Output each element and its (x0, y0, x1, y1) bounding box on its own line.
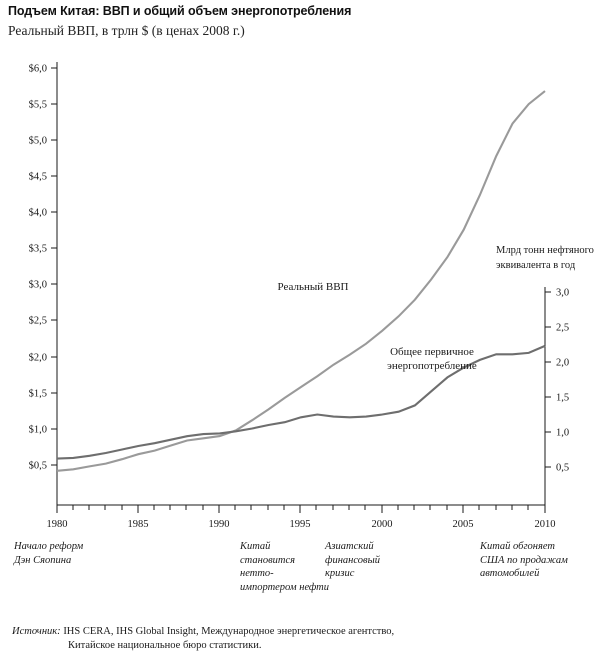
y-tick-left: $1,5 (28, 388, 47, 400)
source-line2: Китайское национальное бюро статистики. (68, 640, 262, 651)
source-note (12, 625, 572, 653)
y-tick-left: $0,5 (28, 460, 47, 472)
x-tick: 2010 (534, 519, 556, 530)
y-tick-left: $5,0 (28, 135, 47, 147)
x-tick: 1985 (127, 519, 149, 530)
series-label-energy-line2: энергопотребление (387, 360, 477, 372)
y-tick-right: 0,5 (556, 462, 570, 474)
y-tick-left: $6,0 (28, 63, 47, 75)
annotation-car-sales (480, 540, 568, 581)
series-label-energy-line1: Общее первичное (390, 346, 474, 358)
source-line1: IHS CERA, IHS Global Insight, Международное энергетическое агентство, (60, 626, 395, 637)
annotation-line: США по продажам (480, 554, 568, 566)
series-label-gdp: Реальный ВВП (277, 281, 349, 293)
y-axis-left-ticks (29, 64, 57, 472)
y-tick-left: $2,0 (28, 352, 47, 364)
page-title: Подъем Китая: ВВП и общий объем энергопотребления (8, 4, 352, 18)
x-tick: 1990 (208, 519, 230, 530)
y-tick-left: $3,5 (28, 243, 47, 255)
right-axis-title-line2: эквивалента в год (496, 260, 576, 271)
x-tick: 1980 (46, 519, 68, 530)
y-tick-left: $5,5 (28, 99, 47, 111)
annotation-line: финансовый (325, 554, 380, 566)
y-tick-right: 1,5 (556, 392, 570, 404)
y-tick-left: $4,0 (28, 207, 47, 219)
annotation-line: Дэн Сяопина (14, 554, 72, 566)
right-axis-title-line1: Млрд тонн нефтяного (496, 245, 594, 256)
annotation-line: Начало реформ (14, 541, 84, 552)
x-tick: 2005 (452, 519, 474, 530)
annotation-asian-crisis (325, 540, 380, 581)
annotation-line: импортером нефти (240, 581, 329, 593)
y-tick-left: $2,5 (28, 315, 47, 327)
source-label: Источник: (12, 626, 61, 637)
y-tick-right: 2,0 (556, 357, 570, 369)
annotation-line: автомобилей (480, 568, 540, 579)
y-tick-right: 2,5 (556, 322, 570, 334)
y-tick-right: 3,0 (556, 287, 570, 299)
annotation-line: Китай обгоняет (480, 541, 555, 552)
chart-subtitle: Реальный ВВП, в трлн $ (в ценах 2008 г.) (8, 23, 245, 38)
y-tick-left: $4,5 (28, 171, 47, 183)
y-tick-left: $3,0 (28, 279, 47, 291)
y-axis-right-ticks (545, 288, 569, 474)
x-tick: 1995 (289, 519, 311, 530)
x-tick: 2000 (371, 519, 393, 530)
annotation-line: кризис (325, 568, 355, 579)
annotation-reform (14, 540, 83, 567)
annotation-line: Китай (240, 541, 271, 552)
annotation-line: нетто- (240, 568, 274, 579)
y-tick-left: $1,0 (28, 424, 47, 436)
annotation-line: становится (240, 554, 296, 566)
y-tick-right: 1,0 (556, 427, 570, 439)
annotation-net-importer (240, 540, 329, 594)
annotation-line: Азиатский (325, 541, 374, 552)
